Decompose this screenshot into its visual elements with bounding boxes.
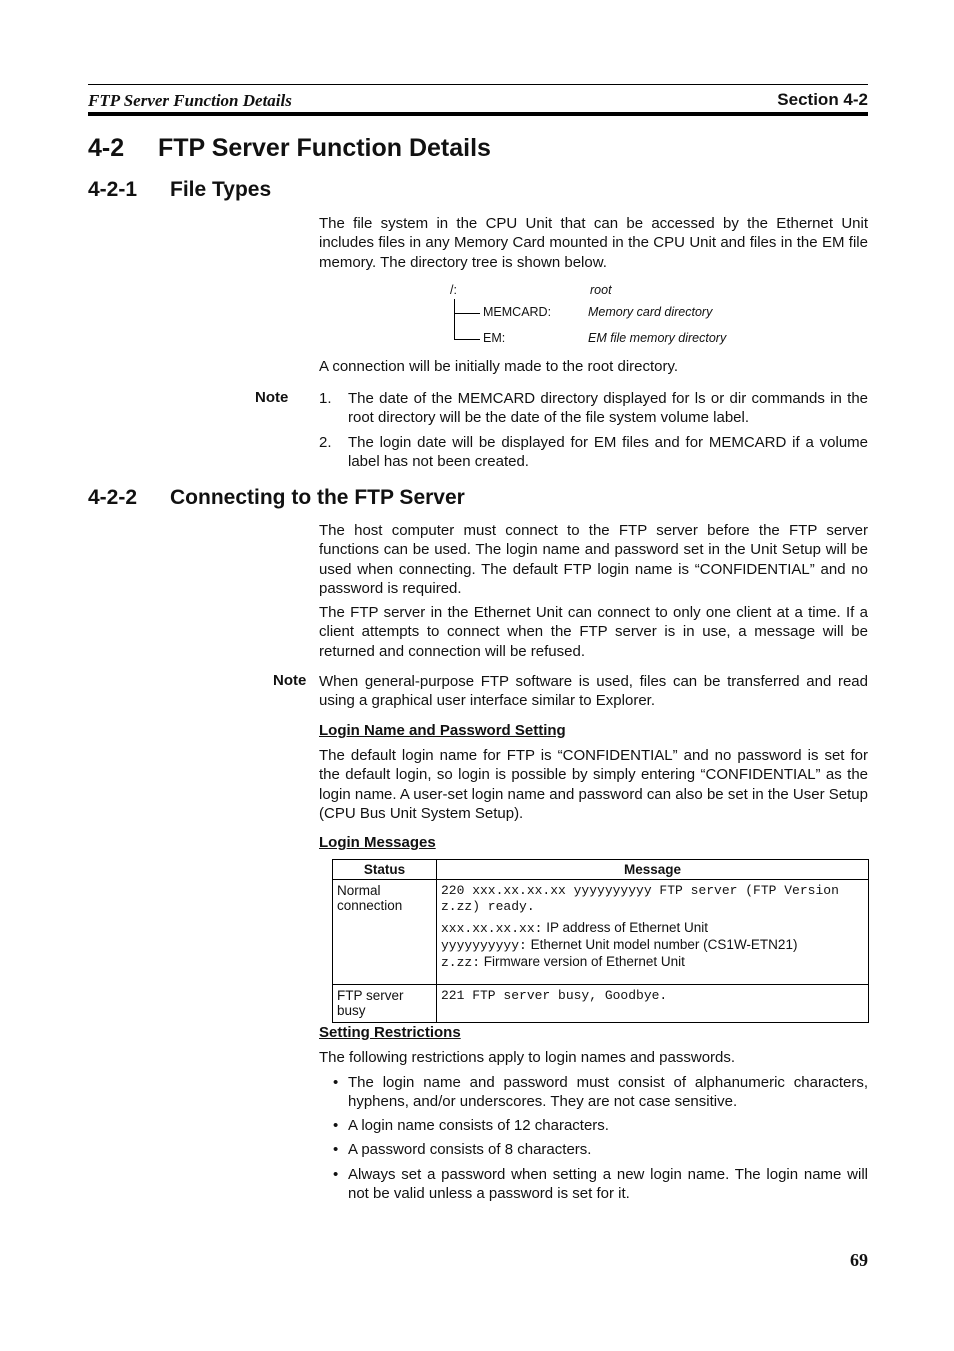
header-rule-bottom [88, 112, 868, 116]
list-item [333, 1165, 868, 1204]
table-cell-status: FTP server busy [333, 985, 437, 1023]
message-def [441, 937, 864, 954]
subsection-title: File Types [170, 178, 272, 201]
header-rule-top [88, 84, 868, 85]
table-cell-message [437, 985, 869, 1023]
note-text: The login date will be displayed for EM files and for MEMCARD if a volume label has not been created. [348, 434, 868, 471]
list-item-text: A password consists of 8 characters. [348, 1141, 592, 1158]
message-def-text: IP address of Ethernet Unit [546, 920, 709, 935]
tree-item-desc: Memory card directory [588, 305, 713, 319]
subsection-number: 4-2-2 [88, 486, 138, 509]
file-types-intro: The file system in the CPU Unit that can be accessed by the Ethernet Unit includes files in any Memory Card mounted in the CPU Unit and files in the EM file memory. The directory tree is shown below. [319, 215, 868, 271]
message-def-text: Firmware version of Ethernet Unit [483, 954, 685, 969]
note-item [319, 433, 868, 472]
list-item [333, 1140, 868, 1159]
message-def-code: xxx.xx.xx.xx: [441, 921, 543, 936]
message-def [441, 920, 864, 937]
section-heading [88, 134, 491, 163]
message-def-code: z.zz: [441, 955, 481, 970]
login-text: The default login name for FTP is “CONFIDENTIAL” and no password is set for the default login, so login is possible by simply entering “CONFIDENTIAL” as the login name. A user-set login name and password can also be set in the User Setup (CPU Bus Unit System Setup). [319, 747, 868, 823]
restrictions-intro: The following restrictions apply to login names and passwords. [319, 1049, 736, 1066]
tree-item-label: MEMCARD: [483, 305, 552, 319]
tree-item-desc: EM file memory directory [588, 331, 727, 345]
tree-branch-line [454, 313, 480, 314]
connecting-para-2: The FTP server in the Ethernet Unit can connect to only one client at a time. If a client attempts to connect when the FTP server is in use, a message will be returned and connection will be refused. [319, 604, 868, 660]
subsection-heading-file-types [88, 178, 271, 202]
table-header-row [333, 860, 869, 880]
subsection-number: 4-2-1 [88, 178, 138, 201]
table-row [333, 985, 869, 1023]
login-messages-table [332, 859, 869, 1023]
tree-branch-line [454, 339, 480, 340]
subsection-heading-connecting [88, 486, 465, 510]
note-label: Note [273, 672, 307, 689]
connecting-note-text: When general-purpose FTP software is used, files can be transferred and read using a graphical user interface similar to Explorer. [319, 673, 868, 710]
running-header-section: Section 4-2 [777, 90, 868, 109]
table-cell-message [437, 880, 869, 985]
bullet: • [333, 1141, 339, 1158]
section-number: 4-2 [88, 134, 125, 162]
note-item [319, 389, 868, 428]
note-text: The date of the MEMCARD directory displayed for ls or dir commands in the root directory will be the date of the file system volume label. [348, 390, 868, 427]
note-number: 1. [319, 390, 332, 407]
bullet: • [333, 1117, 339, 1134]
messages-heading: Login Messages [319, 834, 436, 851]
page-number: 69 [850, 1250, 868, 1270]
bullet: • [333, 1166, 339, 1183]
bullet: • [333, 1074, 339, 1091]
tree-root-label: /: [450, 283, 457, 297]
list-item [333, 1073, 868, 1112]
restrictions-heading: Setting Restrictions [319, 1024, 461, 1041]
tree-root-desc: root [590, 283, 612, 297]
list-item [333, 1116, 868, 1135]
message-def-code: yyyyyyyyyy: [441, 938, 527, 953]
login-heading: Login Name and Password Setting [319, 722, 566, 739]
running-header-title: FTP Server Function Details [88, 91, 292, 110]
list-item-text: A login name consists of 12 characters. [348, 1117, 609, 1134]
list-item-text: Always set a password when setting a new login name. The login name will not be valid unless a password is set for it. [348, 1166, 868, 1203]
message-def [441, 954, 864, 971]
message-code: 220 xxx.xx.xx.xx yyyyyyyyyy FTP server (FTP Version z.zz) ready. [441, 883, 839, 914]
connection-text: A connection will be initially made to the root directory. [319, 358, 679, 375]
table-header-message: Message [437, 860, 869, 880]
connecting-para-1: The host computer must connect to the FTP server before the FTP server functions can be used. The login name and password set in the Unit Setup will be used when connecting. The default FTP login name is “CONFIDENTIAL” and no password is required. [319, 522, 868, 598]
table-cell-status: Normal connection [333, 880, 437, 985]
note-number: 2. [319, 434, 332, 451]
subsection-title: Connecting to the FTP Server [170, 486, 465, 509]
table-header-status: Status [333, 860, 437, 880]
table-row [333, 880, 869, 985]
note-label: Note [255, 389, 289, 406]
section-title: FTP Server Function Details [158, 134, 491, 162]
message-code: 221 FTP server busy, Goodbye. [441, 988, 668, 1003]
list-item-text: The login name and password must consist of alphanumeric characters, hyphens, and/or underscores. They are not case sensitive. [348, 1074, 868, 1111]
tree-item-label: EM: [483, 331, 506, 345]
message-def-text: Ethernet Unit model number (CS1W-ETN21) [530, 937, 798, 952]
tree-trunk-line [454, 299, 455, 340]
